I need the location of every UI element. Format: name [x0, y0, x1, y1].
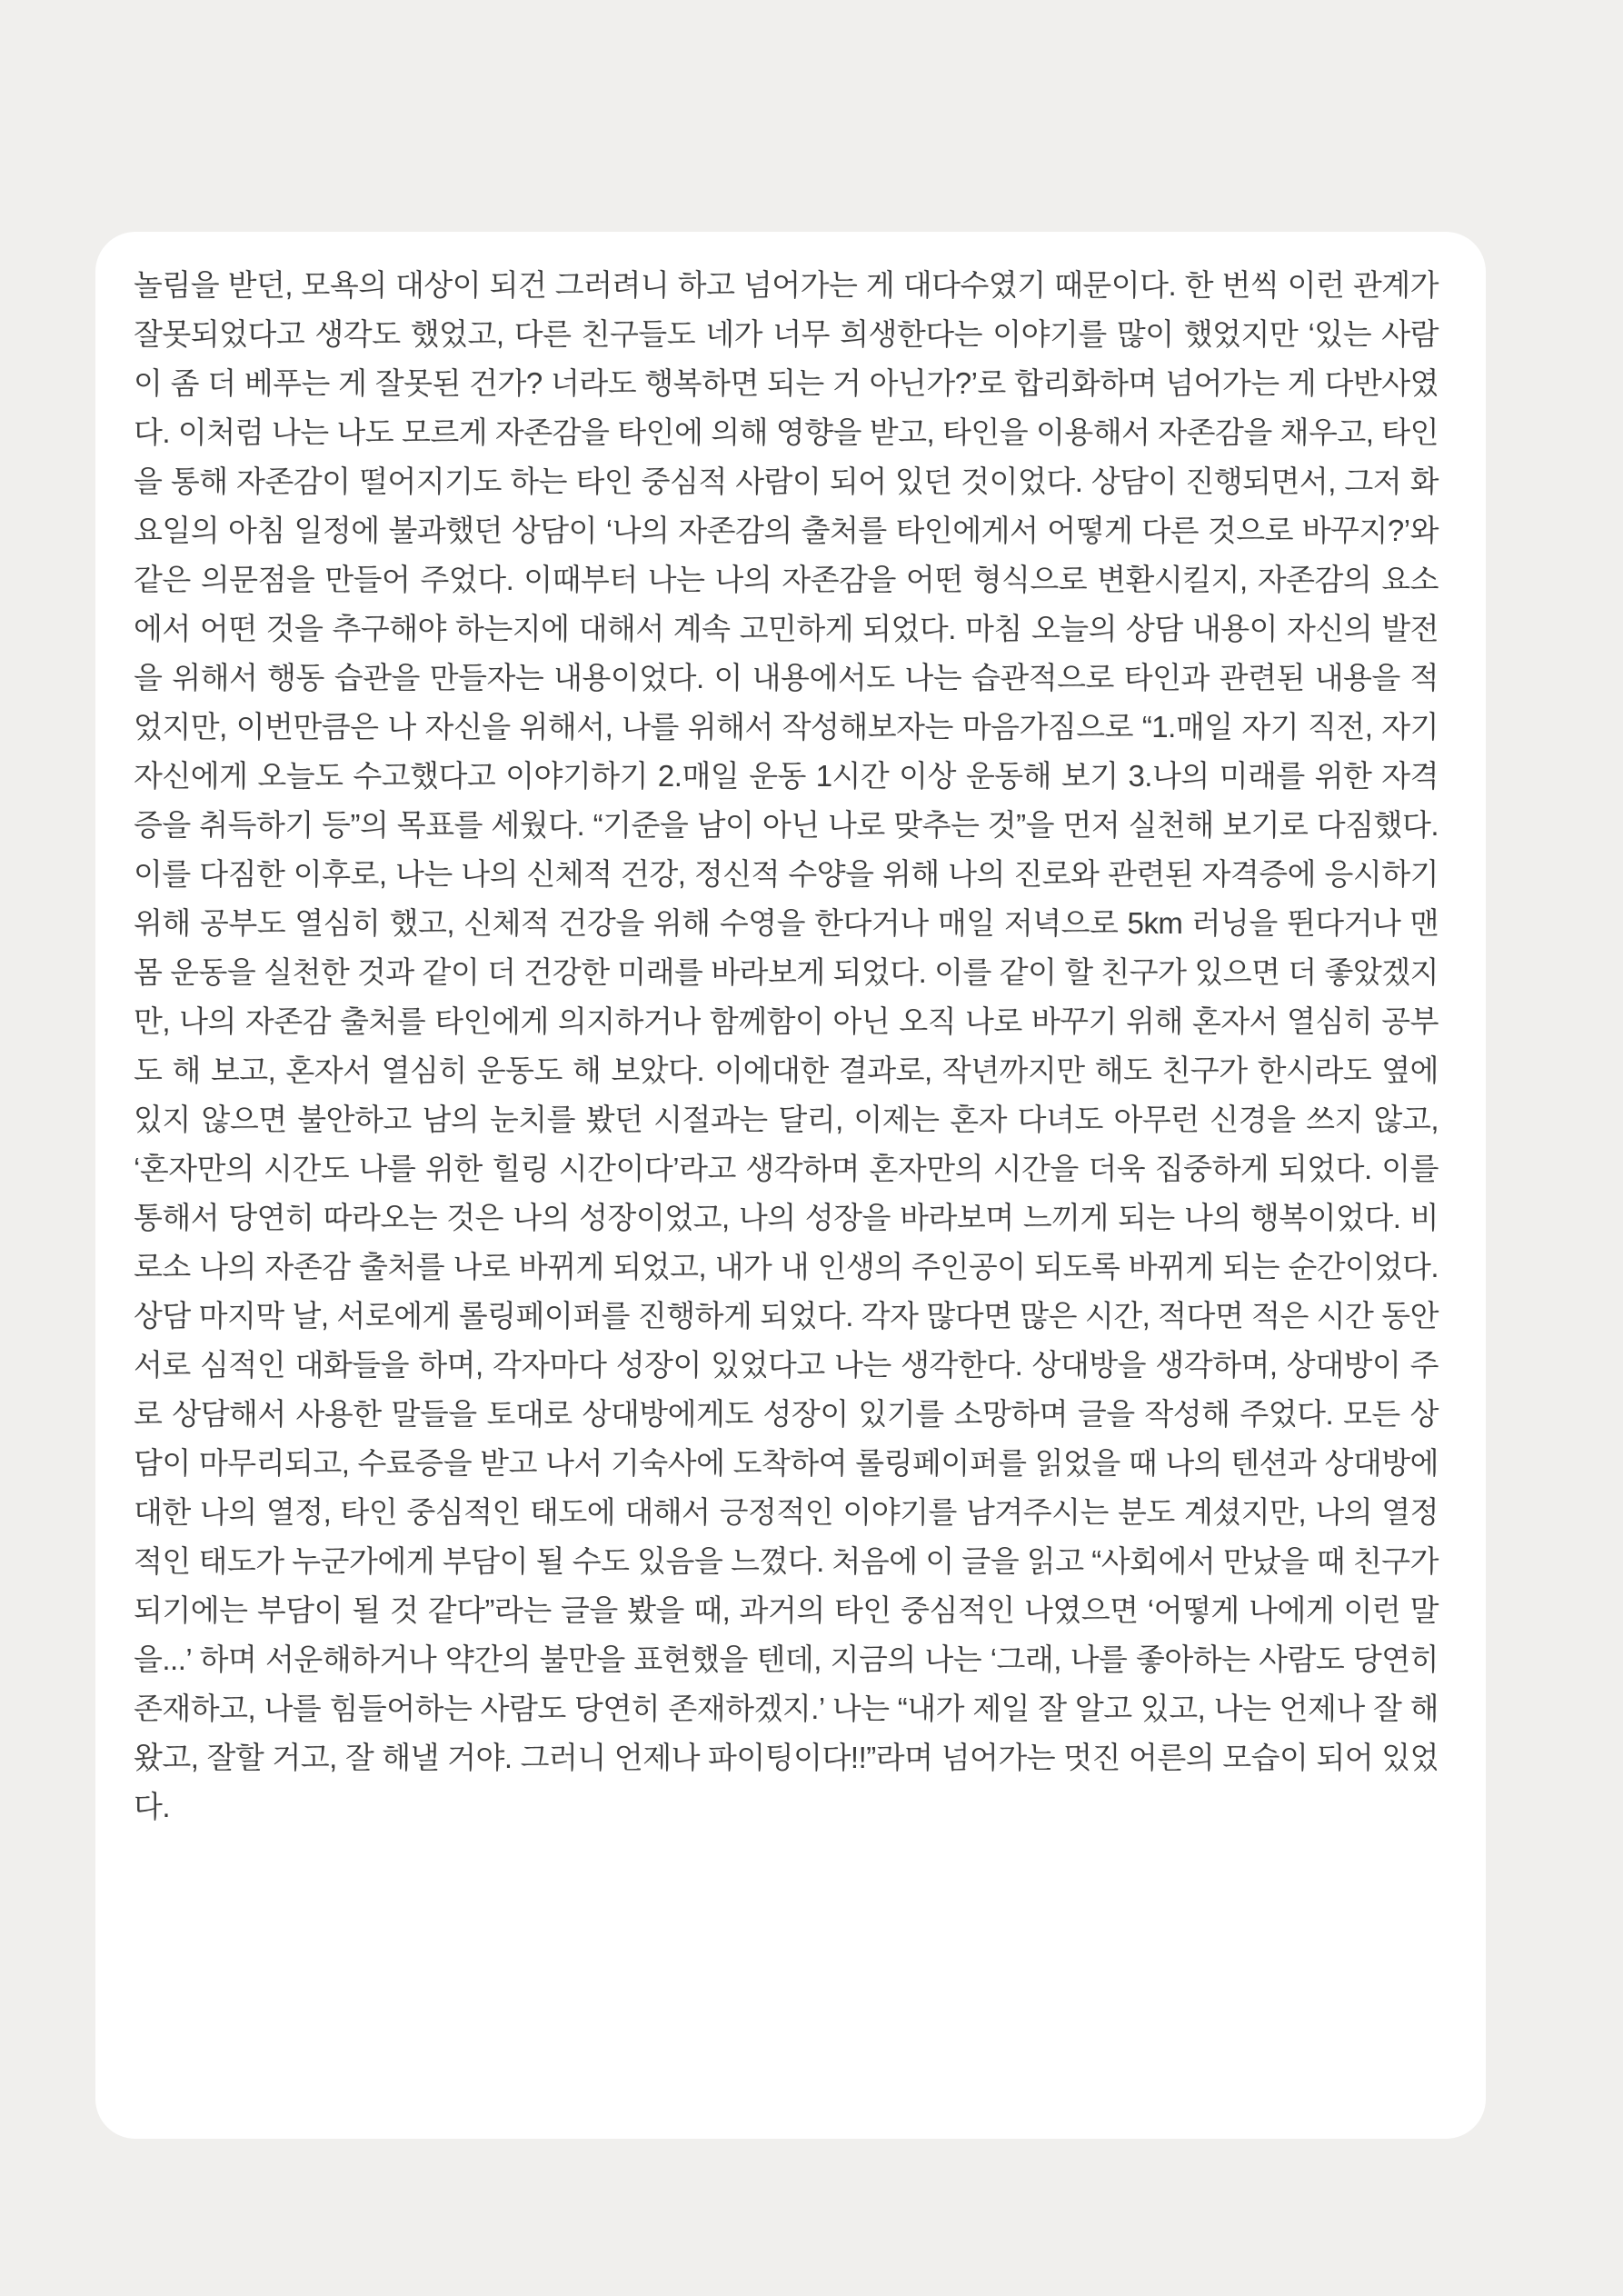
document-card: [95, 232, 1486, 2139]
essay-paragraph: 놀림을 받던, 모욕의 대상이 되건 그러려니 하고 넘어가는 게 대다수였기 때문이다. 한 번씩 이런 관계가 잘못되었다고 생각도 했었고, 다른 친구들도 네가 너무 희생한다는 이야기를 많이 했었지만 ‘있는 사람이 좀 더 베푸는 게 잘못된 건가? 너라도 행복하면 되는 거 아닌가?’로 합리화하며 넘어가는 게 다반사였다. 이처럼 나는 나도 모르게 자존감을 타인에 의해 영향을 받고, 타인을 이용해서 자존감을 채우고, 타인을 통해 자존감이 떨어지기도 하는 타인 중심적 사람이 되어 있던 것이었다. 상담이 진행되면서, 그저 화요일의 아침 일정에 불과했던 상담이 ‘나의 자존감의 출처를 타인에게서 어떻게 다른 것으로 바꾸지?’와 같은 의문점을 만들어 주었다. 이때부터 나는 나의 자존감을 어떤 형식으로 변환시킬지, 자존감의 요소에서 어떤 것을 추구해야 하는지에 대해서 계속 고민하게 되었다. 마침 오늘의 상담 내용이 자신의 발전을 위해서 행동 습관을 만들자는 내용이었다. 이 내용에서도 나는 습관적으로 타인과 관련된 내용을 적었지만, 이번만큼은 나 자신을 위해서, 나를 위해서 작성해보자는 마음가짐으로 “1.매일 자기 직전, 자기 자신에게 오늘도 수고했다고 이야기하기 2.매일 운동 1시간 이상 운동해 보기 3.나의 미래를 위한 자격증을 취득하기 등”의 목표를 세웠다. “기준을 남이 아닌 나로 맞추는 것”을 먼저 실천해 보기로 다짐했다. 이를 다짐한 이후로, 나는 나의 신체적 건강, 정신적 수양을 위해 나의 진로와 관련된 자격증에 응시하기 위해 공부도 열심히 했고, 신체적 건강을 위해 수영을 한다거나 매일 저녁으로 5km 러닝을 뛴다거나 맨몸 운동을 실천한 것과 같이 더 건강한 미래를 바라보게 되었다. 이를 같이 할 친구가 있으면 더 좋았겠지만, 나의 자존감 출처를 타인에게 의지하거나 함께함이 아닌 오직 나로 바꾸기 위해 혼자서 열심히 공부도 해 보고, 혼자서 열심히 운동도 해 보았다. 이에대한 결과로, 작년까지만 해도 친구가 한시라도 옆에 있지 않으면 불안하고 남의 눈치를 봤던 시절과는 달리, 이제는 혼자 다녀도 아무런 신경을 쓰지 않고, ‘혼자만의 시간도 나를 위한 힐링 시간이다’라고 생각하며 혼자만의 시간을 더욱 집중하게 되었다. 이를 통해서 당연히 따라오는 것은 나의 성장이었고, 나의 성장을 바라보며 느끼게 되는 나의 행복이었다. 비로소 나의 자존감 출처를 나로 바뀌게 되었고, 내가 내 인생의 주인공이 되도록 바뀌게 되는 순간이었다. 상담 마지막 날, 서로에게 롤링페이퍼를 진행하게 되었다. 각자 많다면 많은 시간, 적다면 적은 시간 동안 서로 심적인 대화들을 하며, 각자마다 성장이 있었다고 나는 생각한다. 상대방을 생각하며, 상대방이 주로 상담해서 사용한 말들을 토대로 상대방에게도 성장이 있기를 소망하며 글을 작성해 주었다. 모든 상담이 마무리되고, 수료증을 받고 나서 기숙사에 도착하여 롤링페이퍼를 읽었을 때 나의 텐션과 상대방에 대한 나의 열정, 타인 중심적인 태도에 대해서 긍정적인 이야기를 남겨주시는 분도 계셨지만, 나의 열정적인 태도가 누군가에게 부담이 될 수도 있음을 느꼈다. 처음에 이 글을 읽고 “사회에서 만났을 때 친구가 되기에는 부담이 될 것 같다”라는 글을 봤을 때, 과거의 타인 중심적인 나였으면 ‘어떻게 나에게 이런 말을...’ 하며 서운해하거나 약간의 불만을 표현했을 텐데, 지금의 나는 ‘그래, 나를 좋아하는 사람도 당연히 존재하고, 나를 힘들어하는 사람도 당연히 존재하겠지.’ 나는 “내가 제일 잘 알고 있고, 나는 언제나 잘 해왔고, 잘할 거고, 잘 해낼 거야. 그러니 언제나 파이팅이다!!”라며 넘어가는 멋진 어른의 모습이 되어 있었다.: [134, 268, 1439, 1823]
